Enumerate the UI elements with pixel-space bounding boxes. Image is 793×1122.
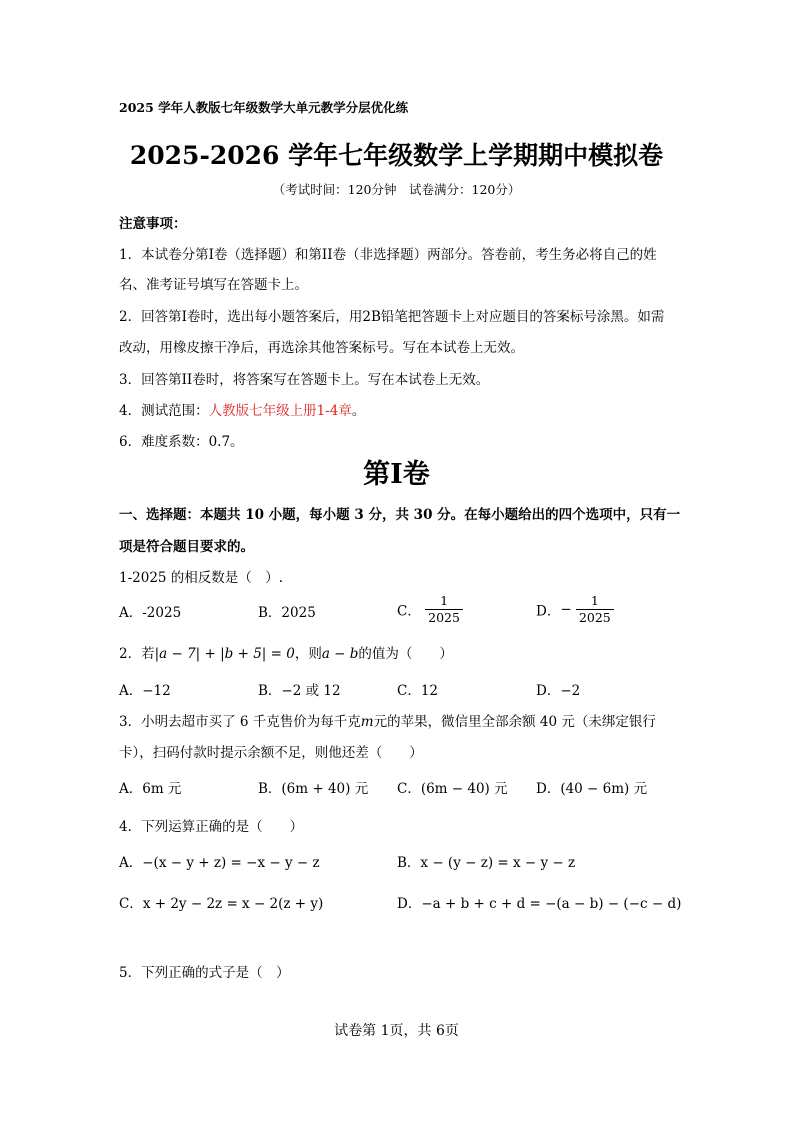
question-3-line-2: 卡），扫码付款时提示余额不足，则他还差（ ） bbox=[119, 745, 423, 761]
note-1-line-2: 名、准考证号填写在答题卡上。 bbox=[119, 277, 308, 293]
math-expression: a − b bbox=[321, 646, 359, 662]
question-1-option-b: B．2025 bbox=[258, 605, 316, 621]
fraction: $\frac{1}{2025}$ bbox=[576, 593, 614, 626]
fraction: $\frac{1}{2025}$ bbox=[425, 593, 463, 626]
question-2-option-a: A．−12 bbox=[119, 683, 171, 699]
question-4-option-a: A．−(x − y + z) = −x − y − z bbox=[119, 855, 320, 871]
math-expression: |a − 7| + |b + 5| = 0 bbox=[154, 646, 295, 662]
series-title: 2025 学年人教版七年级数学大单元教学分层优化练 bbox=[119, 100, 409, 115]
note-4-suffix: 。 bbox=[351, 403, 366, 419]
question-4-stem: 4．下列运算正确的是（ ） bbox=[119, 819, 304, 835]
question-1-option-d: D．− $\frac{1}{2025}$ bbox=[536, 593, 614, 626]
note-2-line-1: 2．回答第I卷时，选出每小题答案后，用2B铅笔把答题卡上对应题目的答案标号涂黑。如需 bbox=[119, 309, 665, 325]
question-1-option-c: C． $\frac{1}{2025}$ bbox=[397, 593, 463, 626]
test-range: 人教版七年级上册1-4章 bbox=[208, 403, 352, 419]
question-2-option-c: C．12 bbox=[397, 683, 439, 699]
note-4 bbox=[119, 399, 365, 419]
question-3-option-a: A．6m 元 bbox=[119, 781, 182, 797]
page-title: 2025-2026 学年七年级数学上学期期中模拟卷 bbox=[129, 141, 664, 170]
note-3: 3．回答第II卷时，将答案写在答题卡上。写在本试卷上无效。 bbox=[119, 372, 490, 388]
section-title: 第I卷 bbox=[363, 459, 430, 490]
question-4-option-c: C．x + 2y − 2z = x − 2(z + y) bbox=[119, 896, 324, 912]
section-intro-line-2: 项是符合题目要求的。 bbox=[119, 539, 254, 555]
question-3-option-d: D．(40 − 6m) 元 bbox=[536, 781, 648, 797]
question-2-option-b: B．−2 或 12 bbox=[258, 683, 341, 699]
question-3-line-1: 3．小明去超市买了 6 千克售价为每千克m元的苹果，微信里全部余额 40 元（未绑定银行 bbox=[119, 714, 656, 730]
question-3-option-b: B．(6m + 40) 元 bbox=[258, 781, 369, 797]
page-footer: 试卷第 1页，共 6页 bbox=[334, 1023, 459, 1039]
section-intro-line-1: 一、选择题：本题共 10 小题，每小题 3 分，共 30 分。在每小题给出的四个选项中，只有一 bbox=[119, 507, 681, 523]
note-4-prefix: 4．测试范围： bbox=[119, 403, 209, 419]
notes-heading: 注意事项： bbox=[119, 216, 187, 232]
note-6: 6．难度系数：0.7。 bbox=[119, 434, 244, 450]
question-5-stem: 5．下列正确的式子是（ ） bbox=[119, 965, 290, 981]
question-3-option-c: C．(6m − 40) 元 bbox=[397, 781, 508, 797]
exam-info: （考试时间：120分钟 试卷满分：120分） bbox=[272, 182, 521, 197]
question-2-option-d: D．−2 bbox=[536, 683, 581, 699]
question-2-stem: 2．若|a − 7| + |b + 5| = 0，则a − b的值为（ ） bbox=[119, 646, 453, 662]
question-4-option-b: B．x − (y − z) = x − y − z bbox=[397, 855, 576, 871]
note-2-line-2: 改动，用橡皮擦干净后，再选涂其他答案标号。写在本试卷上无效。 bbox=[119, 340, 524, 356]
question-1-stem: 1-2025 的相反数是（ ）. bbox=[119, 570, 284, 586]
question-4-option-d: D．−a + b + c + d = −(a − b) − (−c − d) bbox=[397, 896, 682, 912]
question-1-option-a: A．-2025 bbox=[119, 605, 182, 621]
note-1-line-1: 1．本试卷分第I卷（选择题）和第II卷（非选择题）两部分。答卷前，考生务必将自己的姓 bbox=[119, 247, 657, 263]
